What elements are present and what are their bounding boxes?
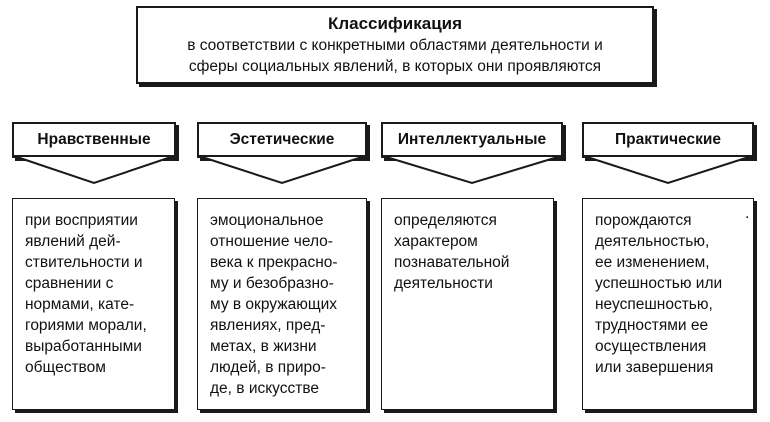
category-practical	[582, 122, 754, 164]
category-aesthetic-desc-line: эмоциональное	[210, 212, 324, 229]
category-aesthetic-desc-line: метах, в жизни	[210, 338, 317, 355]
category-aesthetic	[197, 122, 367, 164]
category-moral	[12, 122, 176, 164]
category-aesthetic-desc-line: людей, в приро-	[210, 359, 326, 376]
category-intellectual-label: Интеллектуальные	[381, 122, 563, 158]
category-moral-desc-line: выработанными	[25, 338, 142, 355]
category-intellectual-desc-line: определяются	[394, 212, 497, 229]
stray-dot-mark: .	[745, 205, 750, 222]
category-moral-desc-line: обществом	[25, 359, 106, 376]
category-moral-desc-line: явлений дей-	[25, 233, 121, 250]
category-practical-desc-line: деятельностью,	[595, 233, 710, 250]
category-intellectual	[381, 122, 563, 164]
category-aesthetic-label: Эстетические	[197, 122, 367, 158]
classification-header-box	[136, 6, 654, 84]
category-practical-desc-line: или завершения	[595, 359, 714, 376]
category-moral-arrow-icon	[12, 155, 176, 185]
category-moral-desc-line: ствительности и	[25, 254, 143, 271]
category-moral-description	[12, 198, 175, 410]
category-practical-desc-line: неуспешностью,	[595, 296, 713, 313]
classification-subtitle-line-2: сферы социальных явлений, в которых они проявляются	[188, 58, 602, 75]
category-intellectual-description	[381, 198, 554, 410]
category-practical-desc-line: ее изменением,	[595, 254, 710, 271]
classification-title: Классификация	[327, 14, 463, 33]
category-practical-description	[582, 198, 754, 410]
category-practical-arrow-icon	[582, 155, 754, 185]
category-practical-desc-line: порождаются	[595, 212, 692, 229]
category-intellectual-desc-line: характером	[394, 233, 478, 250]
category-aesthetic-desc-line: века к прекрасно-	[210, 254, 338, 271]
category-moral-desc-line: сравнении с	[25, 275, 114, 292]
category-aesthetic-desc-line: му и безобразно-	[210, 275, 334, 292]
category-aesthetic-description	[197, 198, 367, 410]
category-moral-desc-line: при восприятии	[25, 212, 138, 229]
category-aesthetic-desc-line: отношение чело-	[210, 233, 333, 250]
category-moral-desc-line: гориями морали,	[25, 317, 147, 334]
category-aesthetic-desc-line: му в окружающих	[210, 296, 337, 313]
category-intellectual-desc-line: деятельности	[394, 275, 493, 292]
category-practical-desc-line: осуществления	[595, 338, 707, 355]
category-moral-label: Нравственные	[12, 122, 176, 158]
category-intellectual-desc-line: познавательной	[394, 254, 510, 271]
category-aesthetic-desc-line: де, в искусстве	[210, 380, 320, 397]
category-aesthetic-arrow-icon	[197, 155, 367, 185]
category-practical-desc-line: успешностью или	[595, 275, 723, 292]
category-aesthetic-desc-line: явлениях, пред-	[210, 317, 326, 334]
category-moral-desc-line: нормами, кате-	[25, 296, 135, 313]
category-practical-label: Практические	[582, 122, 754, 158]
category-intellectual-arrow-icon	[381, 155, 563, 185]
classification-subtitle-line-1: в соответствии с конкретными областями деятельности и	[187, 37, 603, 54]
category-practical-desc-line: трудностями ее	[595, 317, 709, 334]
